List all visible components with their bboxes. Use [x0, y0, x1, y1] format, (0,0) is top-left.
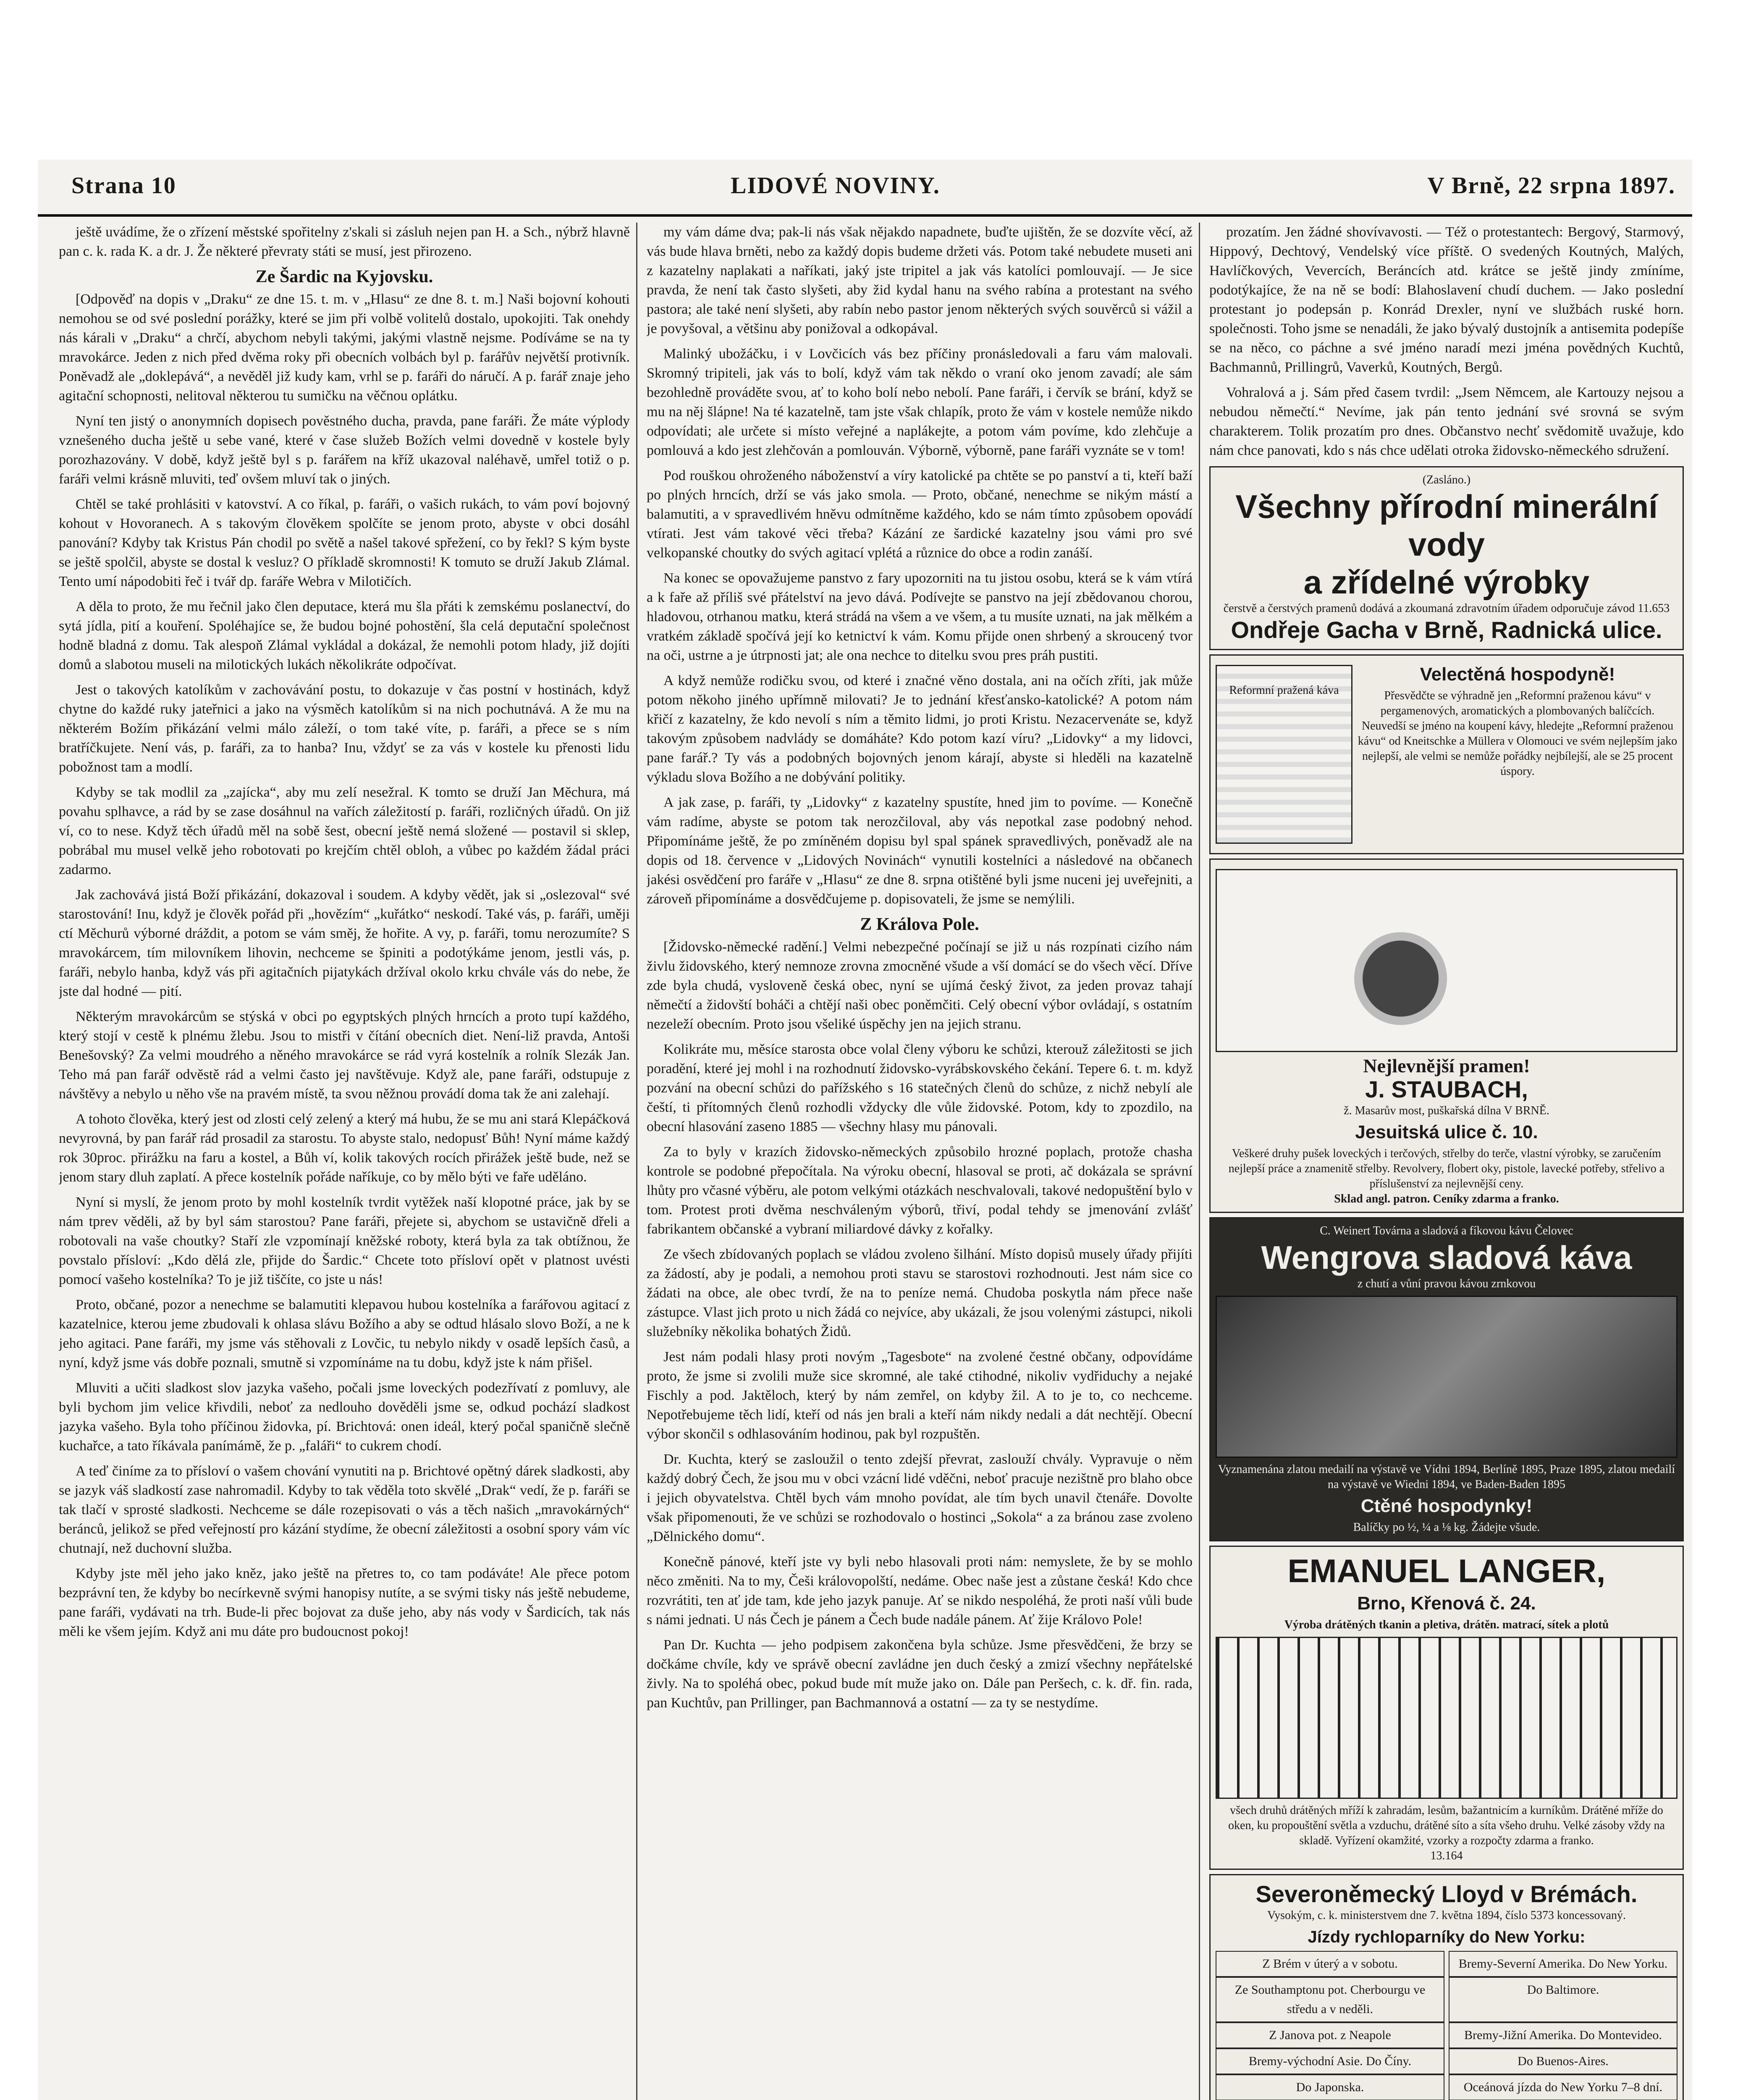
- newspaper-title: LIDOVÉ NOVINY.: [731, 173, 940, 199]
- article-paragraph: my vám dáme dva; pak-li nás však nějakdo napadnete, buďte ujištěn, že se dozvíte věcí, až vás bude hlava brněti, nebo za každý dopis budeme držeti vás. Potom také nebudete museti ani z kazatelny naplakati a naříkati, jaký jste tripitel a jak vás katolíci pomlouvají. — Je sice pravda, že není tak často slyšeti, aby žid kydal hanu na svého rabína a protestant na svého pastora; ale také není slyšeti, aby rabín nebo pastor jenom některých svých souvěrců si vážil a je povyšoval, a většinu aby ponižoval a odkopával.: [647, 224, 1193, 336]
- issue-date: V Brně, 22 srpna 1897.: [1427, 173, 1675, 199]
- article-paragraph: Kolikráte mu, měsíce starosta obce volal členy výboru ke schůzi, kterouž záležitosti se jich poradění, které jej mohl i na rozhodnutí židovsko-vyrábskovského čekání. Tepere 6. t. m. když pozvání na obecní schůzi do pařížského s 16 statečných členů do schůze, z nichž nebylí ale čeští, ti přítomných členů rozhodli vždycky dle vůle židovské. Potom, kdy to zpozdilo, na obecní hlasování zaseno 1885 — všechny hlasy mu pánovali.: [647, 1042, 1193, 1134]
- ad-body: všech druhů drátěných mříží k zahradám, lesům, bažantnicím a kurníkům. Drátěné mříže do oken, ku propouštění světla a vzduchu, drátěné síto a síta všeho druhu. Velké zásoby vždy na skladě. Vyřízení okamžité, vzorky a rozpočty zdarma a franko.: [1228, 1804, 1665, 1847]
- article-paragraph: Malinký ubožáčku, i v Lovčicích vás bez příčiny pronásledovali a faru vám malovali. Skromný tripiteli, jak vás to bolí, když vám tak někdo o vraní oko jenom zavadí; ale sám bezohledně prováděte svou, ať to koho bolí nebo nebolí. Pane faráři, i červík se brání, když se mu na něj šlápne! Na té kazatelně, tam jste však chlapík, proto že vám v kostele nemůže nikdo odpovídati; ale určete si místo veřejné a naplákejte, a potom vám povíme, kdo zlehčuje a pomlouvá a kdo jest zlehčován a pomlouván. Výborně, výborně, pane faráři vyznáte se v tom!: [647, 346, 1193, 458]
- masthead: [38, 164, 1692, 217]
- ad-norddeutscher-lloyd: [1209, 1874, 1684, 2100]
- article-paragraph: Jest o takových katolíkům v zachovávání postu, to dokazuje v čas postní v hostinách, když chytne do každé ruky jateřnici a jako na výsměch katolíkům si na nich pochutnává. A že mu na některém Božím přikázání velmi málo záleží, o tom také víte, p. faráři, a přece se s ním bratříčkujete. Není vás, p. faráři, za to hanba? Inu, vždyť se za vás v kostele ku přenosti lidu pobožnost tam a modlí.: [59, 682, 630, 775]
- schedule-cell: Ze Southamptonu pot. Cherbourgu ve středu a v neděli.: [1216, 1977, 1444, 2022]
- article-paragraph: Nyní ten jistý o anonymních dopisech pověstného ducha, pravda, pane faráři. Že máte výplody vznešeného ducha ještě u sebe vané, které v čase služeb Božích velmi dovedně v kostele byly porozhazovány. V době, když ještě byl s p. farářem na kříž ukazoval naléhavě, umřel totiž o p. faráři velmi krásně mluviti, teď ovšem mluví tak o jiných.: [59, 413, 630, 487]
- ad-awards: Vyznamenána zlatou medailí na výstavě ve Vídni 1894, Berlíně 1895, Praze 1895, zlatou medailí na výstavě ve Wiedni 1894, ve Baden-Baden 1895: [1218, 1463, 1675, 1491]
- schedule-row: [1216, 2048, 1677, 2074]
- article-paragraph: Pan Dr. Kuchta — jeho podpisem zakončena byla schůze. Jsme přesvědčeni, že brzy se dočkáme chvíle, kdy ve správě obecní zavládne jen duch český a zmizí všechny nepřátelské živly. Na to spoléhá obec, pokud bude mít muže jako on. Dále pan Peršech, c. k. dř. fin. rada, pan Kuchtův, pan Prillinger, pan Bachmannová a ostatní — za ty se nestydíme.: [647, 1637, 1193, 1711]
- ad-footer: Sklad angl. patron. Ceníky zdarma a franko.: [1334, 1192, 1559, 1205]
- ad-body: Přesvědčte se výhradně jen „Reformní praženou kávu“ v pergamenových, aromatických a plombovaných balíčcích. Neuvedší se jméno na koupení kávy, hledejte „Reformní praženou kávu“ od Kneitschke a Müllera v Olomouci ve svém nejlepším jako nejlepší, ale velmi se nemůže pořádky nejbílejší, ale se 25 procent úspory.: [1358, 689, 1677, 778]
- article-paragraph: Za to byly v krazích židovsko-německých způsobilo hrozné poplach, protože chasha kontrole se podobné přepočítala. Na výroku obecní, hlasoval se proti, ač dokázala se správní lhůty pro včasné výběru, ale potom velkými otázkách neschvalovali, takové nedopuštění bylo v tom. Protest proti dvěma neschváleným výborů, třiví, podal tehdy se jmenování zvlášť fabrikantem občanské a vybraní miliardové dávky z kořalky.: [647, 1144, 1193, 1237]
- ad-firm: J. STAUBACH,: [1365, 1076, 1528, 1102]
- schedule-row: [1216, 2022, 1677, 2048]
- article-paragraph: Konečně pánové, kteří jste vy byli nebo hlasovali proti nám: nemyslete, že by se mohlo něco změniti. Na to my, Češi královopolští, nedáme. Obec naše jest a zůstane česká! Kdo chce rozvrátiti, ten ať jde tam, kde jeho jazyk panuje. Ať se nikdo nespoléhá, že proti naší vůli bude s námi jednati. U nás Čech je pánem a Čech bude nadále pánem. Ať žije Královo Pole!: [647, 1554, 1193, 1628]
- schedule-cell: Bremy-Jižní Amerika. Do Montevideo.: [1449, 2022, 1677, 2048]
- schedule-row: [1216, 2074, 1677, 2100]
- coffee-package-illustration: [1216, 1296, 1677, 1458]
- ad-title-line-2: a zřídelné výrobky: [1303, 564, 1590, 601]
- schedule-row: [1216, 1977, 1677, 2022]
- fence-illustration: [1216, 1637, 1677, 1799]
- schedule-cell: Do Japonska.: [1216, 2074, 1444, 2100]
- article-paragraph: Kdyby jste měl jeho jako kněz, jako ještě na přetres to, co tam podáváte! Ale přece potom bezprávní ten, že kdyby bo necírkevně svými hanopisy nutíte, a se svými tisky nás ještě nebudeme, pane faráři, vydávati na trh. Bude-li přec bojovat za duše jeho, aby nás vody v Šardicích, tak nás měli ke všem jejím. Když ani mu dáte pro budoucnost pokoj!: [59, 1566, 630, 1639]
- article-paragraph: A teď činíme za to přísloví o vašem chování vynutiti na p. Brichtové opětný dárek sladkosti, aby se jazyk váš sladkostí zase nahromadil. Kdyby to tak věděla toto skvělé „Drak“ vedí, že p. faráři se tak tlačí v sprosté sladkosti. Nechceme se dále rozepisovati o vás a těch našich „mravokárných“ beránců, jelikož se před veřejností pro kázání stydíme, že obecní záležitosti a osobní spory vám víc chutnají, než duchovní služba.: [59, 1463, 630, 1556]
- article-paragraph: prozatím. Jen žádné shovívavosti. — Též o protestantech: Bergový, Starmový, Hippový, Dechtový, Vendelský více příště. O svedených Koutných, Malých, Havlíčkových, Vevercích, Beráncích atd. krátce se ještě jindy zmíníme, podotýkajíce, že na ně se bodí: Blahoslavení chudí duchem. — Jako poslední protestant jo podepsán p. Konrád Drexler, nyní ve službách ruské horn. společnosti. Toho jsme se nenadáli, že jako bývalý dustojník a antisemita podepíše se na něco, co páchne a své jméno naradí mezi jména povědných Kuchtů, Bachmannů, Prillingrů, Vaverků, Koutných, Bergů.: [1209, 224, 1684, 375]
- ad-tag: (Zasláno.): [1422, 473, 1471, 486]
- article-paragraph: Ze všech zbídovaných poplach se vládou zvoleno šilhání. Místo dopisů musely úřady přijíti za žádostí, aby je podali, a nemohou proti stavu se starostovi rozhodnouti. Jest nám sice co žádati na obce, ale obec tvrdí, že na to peníze nemá. Chudoba poskytla nám přece naše zástupce. Vlast jich proto u nich žádá co nejvíce, aby ukázali, že jsou volenými zástupci, nikoli služebníky několika bohatých Židů.: [647, 1247, 1193, 1339]
- schedule-cell: Bremy-východní Asie. Do Číny.: [1216, 2048, 1444, 2074]
- ad-code: 13.164: [1430, 1849, 1463, 1862]
- column-3: [1209, 223, 1684, 2100]
- ad-side-label: Reformní pražená káva: [1229, 684, 1339, 697]
- ad-call: Ctěné hospodynky!: [1360, 1496, 1533, 1516]
- revolver-illustration: [1216, 869, 1677, 1052]
- schedule-cell: Bremy-Severní Amerika. Do New Yorku.: [1449, 1951, 1677, 1977]
- ad-street: Jesuitská ulice č. 10.: [1355, 1122, 1538, 1142]
- schedule-cell: Z Brém v úterý a v sobotu.: [1216, 1951, 1444, 1977]
- column-rule-1: [636, 223, 637, 2100]
- ad-maker: C. Weinert Továrna a sladová a fíkovou kávu Čelovec: [1320, 1224, 1573, 1237]
- article-paragraph: Proto, občané, pozor a nenechme se balamutiti klepavou hubou kostelníka a farářovou agitací z kazatelnice, kterou jeme zbudovali k ohlasa slávu Božího a aby se odtud hlásalo slovo Boží, a ne k jeho agitaci. Pane faráři, my jsme vás stěhovali z Lovčic, tu nebylo nikdy v osadě lepších časů, a nyní, když jsme vás dobře poznali, smutně si vzpomínáme na tu dobu, když jste k nám přišel.: [59, 1297, 630, 1370]
- article-paragraph: Nyní si myslí, že jenom proto by mohl kostelník tvrdit vytěžek naší klopotné práce, jak by se nám tprev věděli, až by byl sám starostou? Pane faráři, přejete si, abychom se ustavičně dřeli a robotovali na vaše choutky? Staří zle vzpomínají kněžské roboty, která byla za tak obtížnou, že povstalo přísloví: „Kdo dělá zle, přijde do Šardic.“ Chcete toto přísloví opět v platnost uvésti pomocí vašeho kostelníka? To je již tiščíte, co jste u nás!: [59, 1194, 630, 1287]
- page-number: Strana 10: [71, 173, 176, 199]
- schedule-cell: Do Buenos-Aires.: [1449, 2048, 1677, 2074]
- newspaper-page: [38, 160, 1692, 2100]
- article-paragraph: ještě uvádíme, že o zřízení městské spořitelny z'skali si zásluh nejen pan H. a Sch., nýbrž hlavně pan c. k. rada K. a dr. J. Že některé převraty státi se musí, jest přirozeno.: [59, 224, 630, 259]
- article-paragraph: A když nemůže rodičku svou, od které i značné věno dostala, ani na očích zříti, jak může potom někoho jiného upřímně milovati? Je to jednání křesťansko-katolické? A potom nám křičí z kazatelny, že kdo nevolí s ním a těmito lidmi, jo proti Kristu. Nezacervenáte se, když takovým způsobem nadvlády se domáháte? Kdo potom kazí víru? „Lidovky“ a my lidovci, pane farář.? Ty vás a podobných bojovných jenom kárají, abyste si hleděli na kazatelně výkladu slova Božího a ne dobývání politiky.: [647, 673, 1193, 785]
- ad-coffee-reform: [1209, 654, 1684, 854]
- article-paragraph: [Odpověď na dopis v „Draku“ ze dne 15. t. m. v „Hlasu“ ze dne 8. t. m.] Naši bojovní kohouti nemohou se od své poslední porážky, které se jim při volbě volitelů dostalo, upokojiti. Tak onehdy nás kárali v „Draku“ a chrčí, abychom nebyli takými, jakými vlastně nejsme. Podíváme se na ty mravokárce. Jeden z nich před dvěma roky při obecních volbách byl p. farářův největší protivník. Poněvadž ale „doklepává“, a nevěděl již kudy kam, vrhl se p. faráři do náručí. A p. farář znaje jeho agitační schopnosti, nelitoval některou tu sumičku na věčnou oplátku.: [59, 291, 630, 404]
- ad-title: Severoněmecký Lloyd v Brémách.: [1255, 1881, 1638, 1907]
- article-paragraph: Na konec se opovažujeme panstvo z fary upozorniti na tu jistou osobu, která se k vám vtírá a k faře až příliš své přátelství na jevo dává. Podívejte se panstvo na její zbědovanou chorou, hladovou, otrhanou matku, která strádá na všem a ve všem, a tu musíte uznati, na jak mělkém a vratkém základě spočívá její ko ketnictví k vám. Komu přijde onen shrbený a skroucený tvor na oči, ustrne a je útrpnosti jat; ale ona nechce to ditelku svou pres práh pustiti.: [647, 570, 1193, 663]
- article-paragraph: A děla to proto, že mu řečnil jako člen deputace, která mu šla přáti k zemskému poslanectví, do sytá jídla, pití a kouření. Spoléhajíce se, že budou bojné pohostění, šla celá deputační společnost hodně bladná z domu. Tak alespoň Zlámal vykládal a dokázal, že nemohli potom hlady, již dojíti domů a slabotou museli na milotických lukách několikráte odpočívat.: [59, 599, 630, 672]
- ad-body: Veškeré druhy pušek loveckých i terčových, střelby do terče, vlastní výrobky, se zaručením nejlepší práce a znamenitě střelby. Revolvery, flobert oky, pistole, lavecké potřeby, střelivo a příslušenství za nejlevnější ceny.: [1228, 1147, 1665, 1190]
- ad-title: Velectěná hospodyně!: [1420, 664, 1615, 685]
- article-paragraph: A jak zase, p. faráři, ty „Lidovky“ z kazatelny spustíte, hned jim to povíme. — Konečně vám radíme, abyste se potom tak nerozčiloval, aby vás nepotkal zase podobný nehod. Připomínáme ještě, že po zmíněném dopisu byl spal spánek spravedlivých, poněvadž ale na dopis od 18. července v „Lidových Novinách“ vynutili kostelníci a následové na občanech jakési osvědčení pro faráře v „Hlasu“ ze dne 8. srpna otištěné byli jsme nuceni jej uveřejniti, a zároveň připomínáme a dosvědčujeme p. dopisovateli, že jsme se nemýlili.: [647, 795, 1193, 907]
- article-paragraph: Vohralová a j. Sám před časem tvrdil: „Jsem Němcem, ale Kartouzy nejsou a nebudou němečtí.“ Nevíme, jak pán tento jednání své srovná se svým charakterem. Tolik prozatím pro dnes. Občanstvo nechť svědomitě uvažuje, kdo nám chce panovati, kdo s nás chce udělati otroka židovsko-německého sdružení.: [1209, 385, 1684, 458]
- coffee-package-illustration: [1216, 665, 1352, 844]
- article-paragraph: Pod rouškou ohroženého náboženství a víry katolické pa chtěte se po panství a ti, kteří baží po plných hrncích, drží se vás jako smola. — Proto, občané, nenechme se nikým mástí a balamutiti, a v spravedlivém hněvu odmítněme každého, kdo se nám tímto způsobem opovádí vtírati. Jest vám takové věci třeba? Kázání ze šardické kazatelny jsou vámi pro své velkopanské choutky do svých agitací vplétá a různice do obce a rodin zanáší.: [647, 468, 1193, 561]
- article-paragraph: Některým mravokárcům se stýská v obci po egyptských plných hrncích a proto tupí každého, který stojí v cestě k plnému žlebu. Jsou to mistři v čítání obecních diet. Není-liž pravda, Antoši Benešovský? Za velmi moudrého a něného mravokárce se rád vyrá kostelník a rolník Slezák Jan. Teho má pan farář odvěstě rád a velmi často jej navštěvuje. Když ale, pane faráři, odstupuje z návštěvy a nebylo u něho vše na pravém místě, ta svou něžnou provádí doma tak že ani zalehají.: [59, 1009, 630, 1102]
- ad-firm: EMANUEL LANGER,: [1287, 1552, 1606, 1589]
- ad-footer: Balíčky po ½, ¼ a ⅛ kg. Žádejte všude.: [1353, 1521, 1540, 1534]
- article-paragraph: A tohoto člověka, který jest od zlosti celý zelený a který má hubu, že se mu ani stará Klepáčková nevyrovná, by pan farář rád prosadil za starostu. To abyste stalo, nedopusť Bůh! Nyní máme každý rok 30proc. přirážku na faru a kostel, a Bůh ví, kolik takových rocích přirážek ještě bude, než se jenom stary dluh zaplatí. A přece kostelník pořáde naříkuje, co by mělo býti ve faře uděláno.: [59, 1111, 630, 1185]
- ad-tag: Nejlevnější pramen!: [1363, 1055, 1530, 1076]
- ad-emanuel-langer: [1209, 1546, 1684, 1870]
- ad-line: Výroba drátěných tkanin a pletiva, drátěn. matrací, sítek a plotů: [1284, 1618, 1609, 1631]
- ad-line: Jízdy rychloparníky do New Yorku:: [1308, 1928, 1586, 1946]
- article-paragraph: [Židovsko-německé radění.] Velmi nebezpečné počínají se již u nás rozpínati cizího nám živlu židovského, který nemnoze zrovna zmocněné všude a vší domácí se do všech věcí. Dříve zde byla chudá, vysloveně česká obec, nyní se ujímá český život, za jeden provaz tahají němečtí a židovští boháči a chtějí naši obec poněmčiti. Celý obecní výbor ovládají, s ostatním nezeleží obecním. Proto jsou všeliké úspěchy jen na jejich stranu.: [647, 939, 1193, 1032]
- ad-staubach-gunsmith: [1209, 858, 1684, 1213]
- ad-title-line-1: Všechny přírodní minerální vody: [1235, 488, 1658, 563]
- article-paragraph: Mluviti a učiti sladkost slov jazyka vašeho, počali jsme loveckých podezřívatí z pomluvy, ale byli bychom jim velice křivdili, neboť za nedlouho dověděli jsme se, odkud pochází sladkost jazyka vašeho. Byla toho příčinou židovka, pí. Brichtová: onen ideál, který počal spaničně slečně kuchařce, a tato říkávala panímámě, že p. „faláři“ to cukrem chodí.: [59, 1380, 630, 1454]
- ad-title: Wengrova sladová káva: [1261, 1239, 1632, 1276]
- schedule-cell: Oceánová jízda do New Yorku 7–8 dní.: [1449, 2074, 1677, 2100]
- ad-wengrova-coffee: [1209, 1217, 1684, 1541]
- article-heading: Z Králova Pole.: [860, 915, 979, 934]
- schedule-row: [1216, 1951, 1677, 1977]
- article-heading: Ze Šardic na Kyjovsku.: [255, 267, 433, 286]
- article-paragraph: Jest nám podali hlasy proti novým „Tagesbote“ na zvolené čestné občany, odpovídáme proto, že jsme si zvolili muže sice skromné, ale také ctihodné, nikoliv vydřiduchy a nejaké Fischly a pod. Jaktěloch, který by nám zemřel, on kdyby žil. A to je to, co nechceme. Nepotřebujeme těch lidí, kteří od nás jen brali a kteří nám nikdy nedali a dát nechtějí. Obecní výbor skončil s odhlasováním hodinou, pak byl rozpuštěn.: [647, 1349, 1193, 1442]
- article-paragraph: Kdyby se tak modlil za „zajícka“, aby mu zelí nesežral. K tomto se druží Jan Měchura, má povahu splhavce, a rád by se zase dosáhnul na vařích záležitostí p. faráři, rozličných úřadů. On již ví, co to nese. Když těch úřadů měl na sobě šest, obecní ještě nemá složené — postavil si sklep, pobrábal mu musel velkě jeho robotovati po krejčím chtěl obloh, a vůbec po každém žádal práci zadarmo.: [59, 785, 630, 877]
- article-paragraph: Dr. Kuchta, který se zasloužil o tento zdejší převrat, zaslouží chvály. Vypravuje o něm každý dobrý Čech, že jsou mu v obci vzácní lidé vděčni, neboť pracuje nezištně pro blaho obce i jejich obyvatelstva. Chtěl bych vám mnoho povídat, ale tím bych unavil čtenáře. Dovolte však připomenouti, že ve schůzi se rozhodovalo o hostinci „Sokola“ a za bránou zase zvoleno „Dělnického domu“.: [647, 1452, 1193, 1544]
- column-1: [59, 223, 630, 2100]
- ad-note: čerstvě a čerstvých pramenů dodává a zkoumaná zdravotním úřadem odporučuje závod 11.653: [1223, 602, 1670, 615]
- ad-sub: Vysokým, c. k. ministerstvem dne 7. května 1894, číslo 5373 koncessovaný.: [1267, 1909, 1626, 1922]
- article-paragraph: Chtěl se také prohlásiti v katovství. A co říkal, p. faráři, o vašich rukách, to vám poví bojovný kohout v Hovoranech. A s takovým člověkem spolčíte se jenom proto, abyste v obci dosáhl panování? Kdyby tak Kristus Pán chodil po světě a našel takové spřežení, co by řekl? S kým byste se ještě spolčil, abyste se dostal k vesluz? O příkladě skromnosti! K tomuto se druží Jakub Zlámal. Tento umí nápodobiti řeč i tvář dp. faráře Webra v Milotičích.: [59, 496, 630, 589]
- schedule-cell: Do Baltimore.: [1449, 1977, 1677, 2022]
- ad-mineral-waters: [1209, 466, 1684, 650]
- article-paragraph: Jak zachovává jistá Boží přikázání, dokazoval i soudem. A kdyby vědět, jak si „oslezoval“ své starostování! Inu, když je člověk pořád při „hovězím“ „kuřátko“ neskodí. Také vás, p. faráři, uměji ctí Měchurů výborné dráždit, a potom se vám směj, že hořite. A vy, p. faráři, tomu nerozumíte? S mravokárcem, tím milovníkem lihovin, nechceme se špiniti a podotýkáme jenom, jestli vás, p. faráři, nebylo hanba, když vás při agitačních pijatykách držíval okolo krku chvále vás do nebe, že jste dal hodné — pití.: [59, 887, 630, 999]
- column-rule-2: [1199, 223, 1200, 2100]
- ad-sub: z chutí a vůní pravou kávou zrnkovou: [1357, 1277, 1536, 1290]
- schedule-cell: Z Janova pot. z Neapole: [1216, 2022, 1444, 2048]
- ad-sub: ž. Masarův most, puškařská dílna V BRNĚ.: [1344, 1104, 1549, 1117]
- column-2: [647, 223, 1193, 2100]
- ad-firm: Ondřeje Gacha v Brně, Radnická ulice.: [1231, 617, 1662, 643]
- ad-address: Brno, Křenová č. 24.: [1357, 1593, 1536, 1614]
